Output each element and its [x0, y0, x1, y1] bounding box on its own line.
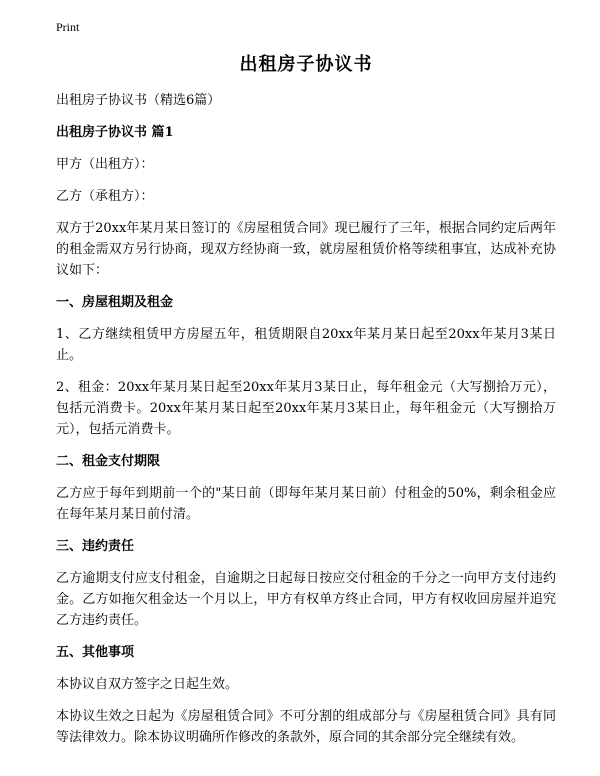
document [56, 50, 556, 759]
section-paragraph: 本协议生效之日起为《房屋租赁合同》不可分割的组成部分与《房屋租赁合同》具有同等法律效力。除本协议明确所作修改的条款外，原合同的其余部分完全继续有效。 [56, 709, 556, 745]
part-heading: 出租房子协议书 篇1 [56, 125, 174, 140]
section-paragraph: 乙方应于每年到期前一个的"某日前（即每年某月某日前）付租金的50%，剩余租金应在每年某月某日前付清。 [56, 486, 556, 522]
section-heading-liability: 三、违约责任 [56, 539, 135, 554]
party-a-line: 甲方（出租方）： [56, 157, 154, 172]
section-heading-payment-term: 二、租金支付期限 [56, 454, 161, 469]
print-link[interactable]: Print [56, 20, 80, 34]
section-paragraph: 2、租金：20xx年某月某日起至20xx年某月3某日止，每年租金元（大写捌拾万元），包括元消费卡。20xx年某月某日起至20xx年某月3某日止，每年租金元（大写捌拾万元），包括元消费卡。 [56, 380, 556, 437]
section-heading-term-rent: 一、房屋租期及租金 [56, 295, 174, 310]
party-b-line: 乙方（承租方）： [56, 189, 154, 204]
section-paragraph: 乙方逾期支付应支付租金，自逾期之日起每日按应交付租金的千分之一向甲方支付违约金。乙方如拖欠租金达一个月以上，甲方有权单方终止合同，甲方有权收回房屋并追究乙方违约责任。 [56, 571, 556, 628]
intro-paragraph: 双方于20xx年某月某日签订的《房屋租赁合同》现已履行了三年，根据合同约定后两年的租金需双方另行协商，现双方经协商一致，就房屋租赁价格等续租事宜，达成补充协议如下： [56, 221, 556, 278]
page-title: 出租房子协议书 [239, 54, 373, 75]
section-heading-other-matters: 五、其他事项 [56, 645, 135, 660]
document-subtitle: 出租房子协议书（精选6篇） [56, 93, 221, 108]
section-paragraph: 本协议自双方签字之日起生效。 [56, 677, 239, 692]
section-paragraph: 1、乙方继续租赁甲方房屋五年，租赁期限自20xx年某月某日起至20xx年某月3某日止。 [56, 327, 556, 363]
